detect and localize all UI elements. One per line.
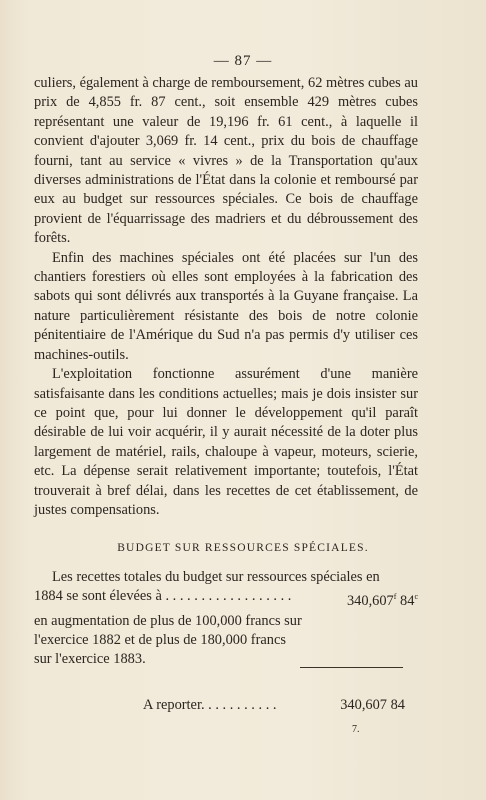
paragraph-3: L'exploitation fonctionne assurément d'une manière satisfaisante dans les conditions actuelles; mais je dois insister sur ce point que, pour lui donner le développement qu'il paraît désirable de lui voir acquérir, il y aurait nécessité de la doter plus largement de matériel, rails, chaloupe à vapeur, moteurs, scierie, etc. La dépense serait relativement importante; toutefois, l'État trouverait à bref délai, dans les recettes de cet établissement, de justes compensations.	[34, 366, 418, 518]
paragraph-1: culiers, également à charge de remboursement, 62 mètres cubes au prix de 4,855 fr. 87 cent., soit ensemble 429 mètres cubes représentant une valeur de 19,196 fr. 61 cent., à laquelle il convient d'ajouter 3,069 fr. 14 cent., prix du bois de chauffage fourni, tant au service « vivres » de la Transportation qu'aux diverses administrations de l'État dans la colonie et remboursé par eux au budget sur ressources spéciales. Ce bois de chauffage provient de l'équarrissage des madriers et du débroussement des forêts.	[34, 75, 418, 247]
signature-mark: 7.	[352, 724, 360, 735]
budget-line-3: en augmentation de plus de 100,000 francs sur	[34, 612, 302, 629]
sum-rule	[300, 667, 403, 668]
franc-mark: f	[393, 592, 397, 602]
carry-forward-amount: 340,607 84	[340, 697, 405, 713]
page-number: — 87 —	[213, 53, 273, 69]
body-text	[34, 74, 418, 520]
budget-total-row	[34, 587, 418, 611]
carry-forward-row	[143, 697, 405, 714]
amount-cents: 84	[400, 593, 415, 610]
budget-total-label: 1884 se sont élevées à . . . . . . . . . . . . . . . . . .	[34, 588, 292, 605]
amount-francs: 340,607	[346, 593, 394, 610]
budget-line-4: l'exercice 1882 et de plus de 180,000 francs	[34, 632, 286, 649]
cent-mark: c	[414, 592, 418, 602]
section-heading: BUDGET SUR RESSOURCES SPÉCIALES.	[117, 542, 369, 554]
budget-block	[34, 568, 418, 670]
budget-total-amount	[347, 587, 418, 611]
paragraph-2: Enfin des machines spéciales ont été placées sur l'un des chantiers forestiers où elles sont employées à la fabrication des sabots qui sont délivrés aux transportés à la Guyane française. La nature particulièrement résistante des bois de notre colonie pénitentiaire de l'Amérique du Sud n'a pas permis d'y utiliser ces machines-outils.	[34, 249, 418, 363]
budget-line-1: Les recettes totales du budget sur ressources spéciales en	[52, 569, 380, 585]
carry-forward-label: A reporter. . . . . . . . . . .	[143, 697, 277, 713]
budget-line-5: sur l'exercice 1883.	[34, 651, 146, 668]
